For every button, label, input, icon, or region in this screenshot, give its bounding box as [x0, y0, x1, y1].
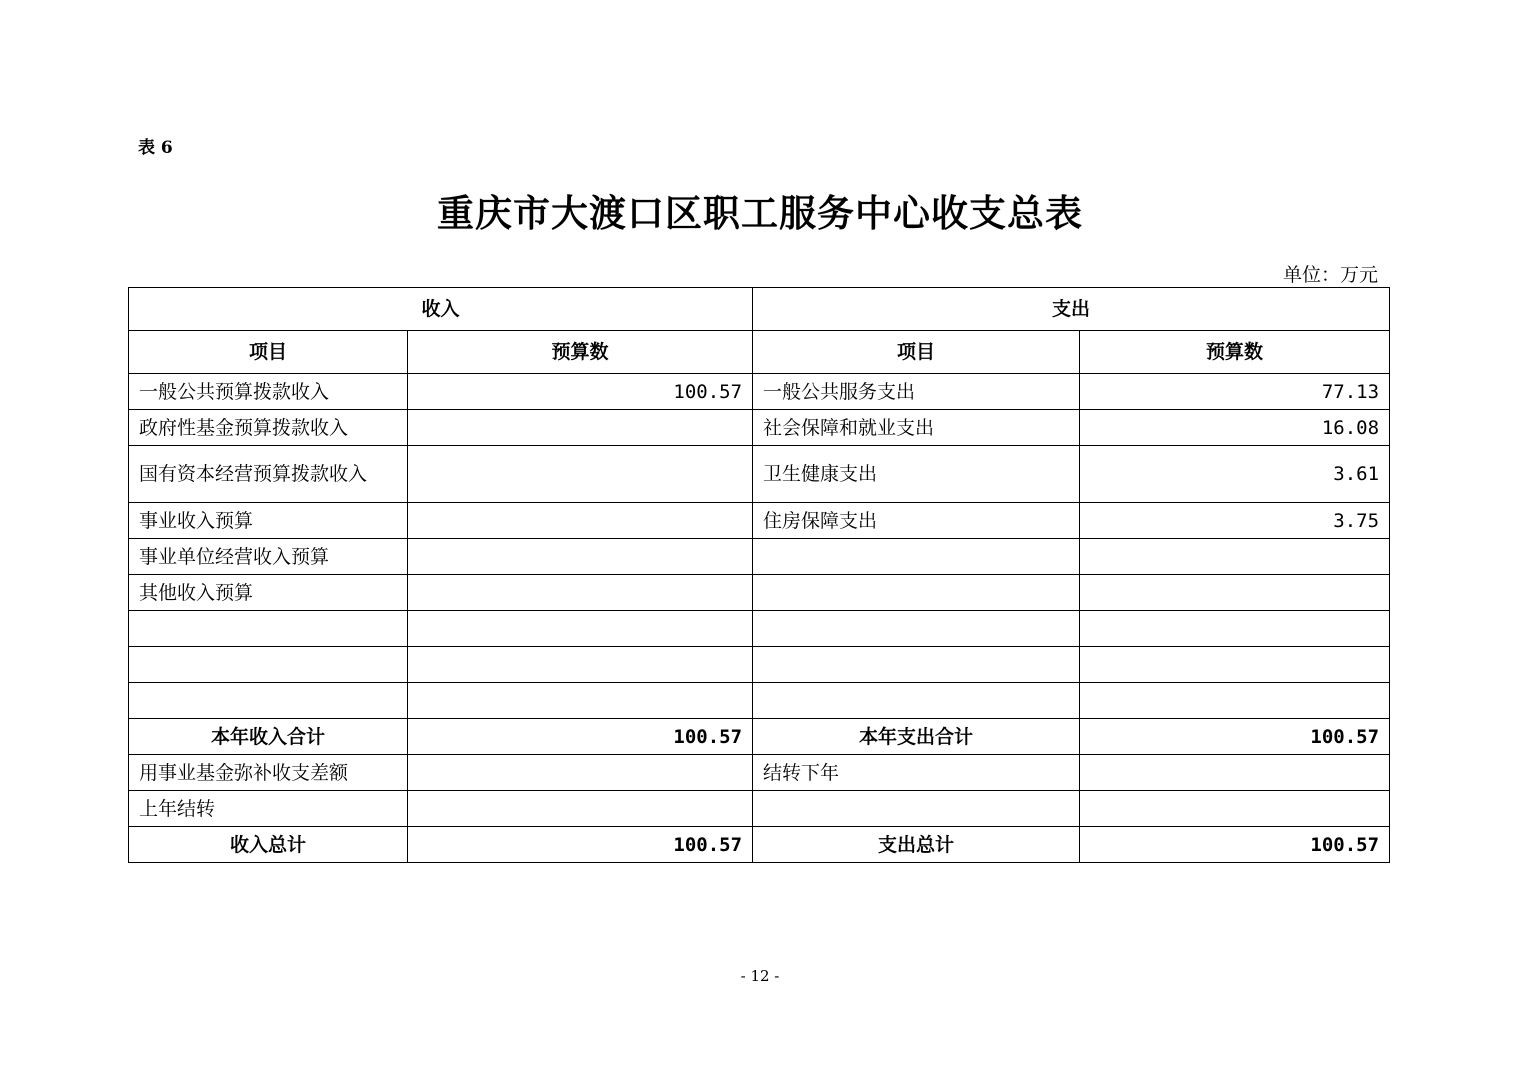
income-value: [408, 755, 753, 791]
income-item: [129, 611, 408, 647]
income-item: 国有资本经营预算拨款收入: [129, 446, 408, 503]
expense-value: [1080, 539, 1390, 575]
expense-value: [1080, 647, 1390, 683]
expense-item: [753, 611, 1080, 647]
page-number: - 12 -: [740, 967, 780, 985]
section-header-row: [129, 288, 1390, 331]
table-row: [129, 539, 1390, 575]
expense-value: [1080, 791, 1390, 827]
expense-item: 结转下年: [753, 755, 1080, 791]
table-row: [129, 611, 1390, 647]
expense-item: 卫生健康支出: [753, 446, 1080, 503]
year-total-row: [129, 719, 1390, 755]
table-row: [129, 647, 1390, 683]
expense-grand-total-label: 支出总计: [753, 827, 1080, 863]
income-value: [408, 683, 753, 719]
table-row: [129, 575, 1390, 611]
expense-value: 16.08: [1080, 410, 1390, 446]
table-row: [129, 683, 1390, 719]
income-item: 政府性基金预算拨款收入: [129, 410, 408, 446]
income-item-header: 项目: [129, 331, 408, 374]
table-row: [129, 374, 1390, 410]
income-value: [408, 410, 753, 446]
income-item: 一般公共预算拨款收入: [129, 374, 408, 410]
income-item: 事业收入预算: [129, 503, 408, 539]
expense-grand-total-value: 100.57: [1080, 827, 1390, 863]
year-expense-total-value: 100.57: [1080, 719, 1390, 755]
table-number: 表 6: [138, 138, 173, 158]
expense-item: 住房保障支出: [753, 503, 1080, 539]
page-title: 重庆市大渡口区职工服务中心收支总表: [437, 192, 1083, 235]
expense-item-header: 项目: [753, 331, 1080, 374]
income-grand-total-value: 100.57: [408, 827, 753, 863]
income-header: 收入: [129, 288, 753, 331]
table-row: [129, 755, 1390, 791]
grand-total-row: [129, 827, 1390, 863]
expense-item: [753, 683, 1080, 719]
year-income-total-value: 100.57: [408, 719, 753, 755]
expense-item: [753, 575, 1080, 611]
income-item: 用事业基金弥补收支差额: [129, 755, 408, 791]
income-value: [408, 539, 753, 575]
expense-value: 3.61: [1080, 446, 1390, 503]
table-row: [129, 503, 1390, 539]
income-value: [408, 446, 753, 503]
income-value: [408, 611, 753, 647]
income-grand-total-label: 收入总计: [129, 827, 408, 863]
expense-value: [1080, 683, 1390, 719]
income-item: 上年结转: [129, 791, 408, 827]
expense-item: [753, 791, 1080, 827]
income-value: [408, 503, 753, 539]
expense-value: 3.75: [1080, 503, 1390, 539]
income-item: 事业单位经营收入预算: [129, 539, 408, 575]
column-header-row: [129, 331, 1390, 374]
expense-header: 支出: [753, 288, 1390, 331]
expense-budget-header: 预算数: [1080, 331, 1390, 374]
income-budget-header: 预算数: [408, 331, 753, 374]
expense-item: [753, 539, 1080, 575]
expense-value: [1080, 611, 1390, 647]
table-row: [129, 410, 1390, 446]
unit-label: 单位：万元: [1282, 264, 1378, 286]
expense-value: 77.13: [1080, 374, 1390, 410]
table-row: [129, 791, 1390, 827]
expense-value: [1080, 575, 1390, 611]
income-item: [129, 647, 408, 683]
income-value: [408, 791, 753, 827]
expense-value: [1080, 755, 1390, 791]
expense-item: 一般公共服务支出: [753, 374, 1080, 410]
table-row: [129, 446, 1390, 503]
year-income-total-label: 本年收入合计: [129, 719, 408, 755]
year-expense-total-label: 本年支出合计: [753, 719, 1080, 755]
budget-table: [128, 287, 1390, 863]
expense-item: [753, 647, 1080, 683]
income-item: [129, 683, 408, 719]
expense-item: 社会保障和就业支出: [753, 410, 1080, 446]
income-value: [408, 575, 753, 611]
income-value: [408, 647, 753, 683]
income-item: 其他收入预算: [129, 575, 408, 611]
income-value: 100.57: [408, 374, 753, 410]
